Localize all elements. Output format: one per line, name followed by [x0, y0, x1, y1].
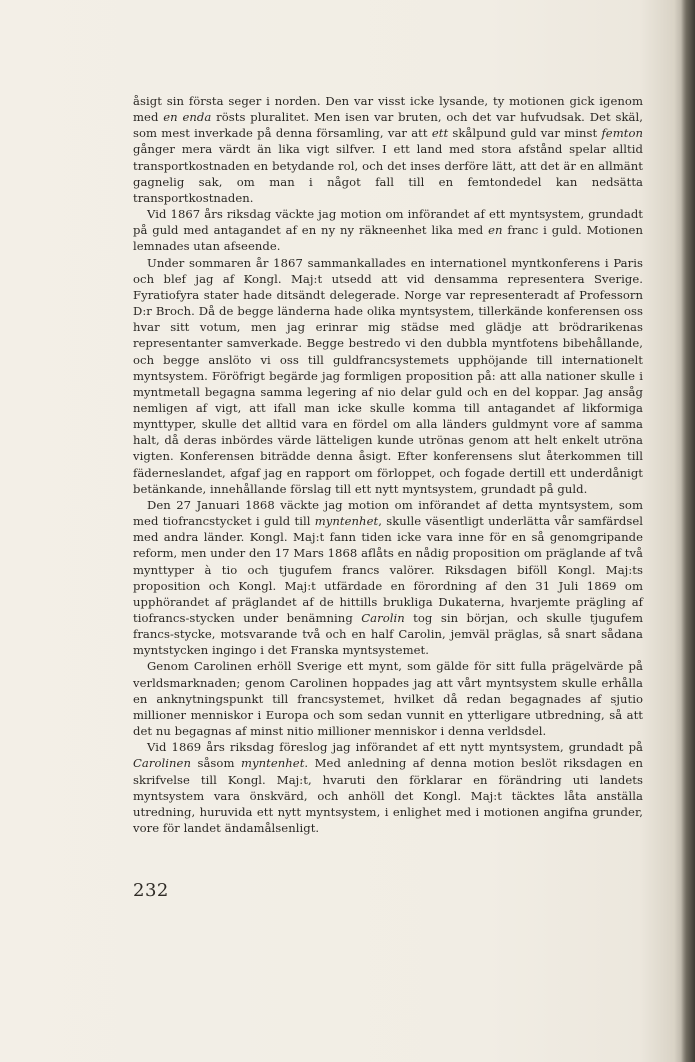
paragraph-4 [133, 497, 643, 659]
italic-phrase: myntenhet [240, 756, 305, 771]
paragraph-3 [133, 255, 643, 497]
text-run: tog sin början, och skulle tjugufem francs-stycke, motsvarande två och en half Carolin, jemväl präglas, så snart sådana myntstycken ingingo i det Franska myntsystemet. [133, 611, 643, 658]
page-number: 232 [133, 880, 169, 901]
italic-phrase: en [488, 223, 503, 238]
italic-phrase: Carolin [361, 611, 405, 625]
text-run: Under sommaren år 1867 sammankallades en internationel myntkonferens i Paris och blef jag af Kongl. Maj:t utsedd att vid densamma representera Sverige. Fyratiofyra stater hade ditsändt delegerade. Norge var representeradt af Professorn D:r Broch. Då de begge länderna hade olika myntsystem, tillerkände konferensen oss hvar sitt votum, men jag erinrar mig städse med glädje att brödrarikenas representanter samverkade. Begge bestredo vi den dubbla myntfotens bibehållande, och begge anslöto vi oss till guldfrancsystemets upphöjande till internationelt myntsystem. Föröfrigt begärde jag formligen proposition på: att alla nationer skulle i myntmetall begagna samma legering af nio delar guld och en del koppar. Jag ansåg nemligen af vigt, att ifall man icke skulle komma till antagandet af likformiga mynttyper, skulle det alltid vara en fördel om alla länders guldmynt vore af samma halt, då deras inbördes värde lätteligen kunde utrönas genom att helt enkelt utröna vigten. Konferensen biträdde denna åsigt. Efter konferensens slut återkommen till fäderneslandet, afgaf jag en rapport om förloppet, och fogade dertill ett underdånigt betänkande, innehållande förslag till ett nytt myntsystem, grundadt på guld. [133, 255, 643, 496]
text-run: Vid 1869 års riksdag föreslog jag införandet af ett nytt myntsystem, grundadt på [147, 740, 643, 755]
paragraph-1 [133, 93, 643, 206]
italic-phrase: myntenhet [314, 514, 379, 529]
text-run: gånger mera värdt än lika vigt silfver. I ett land med stora afstånd spelar alltid transportkostnaden en betydande rol, och det inses derföre lätt, att det är en allmänt gagnelig sak, om man i något fall till en femtondedel kan nedsätta transportkostnaden. [133, 142, 643, 205]
text-run: . Med anledning af denna motion beslöt riksdagen en skrifvelse till Kongl. Maj:t, hvaruti den förklarar en förändring uti landets myntsystem vara önskvärd, och anhöll det Kongl. Maj:t täcktes låta anställa utredning, huruvida ett nytt myntsystem, i enlighet med i motionen angifna grunder, vore för landet ändamålsenligt. [133, 756, 643, 836]
text-run: åsigt sin första seger i norden. Den var visst icke lysande, ty motionen gick igenom med [133, 94, 643, 125]
paragraph-5 [133, 658, 643, 739]
italic-phrase: Carolinen [133, 756, 191, 771]
paragraph-6 [133, 739, 643, 836]
text-run: Den 27 Januari 1868 väckte jag motion om införandet af detta myntsystem, som med tiofrancstycket i guld till [133, 497, 643, 529]
text-run: Genom Carolinen erhöll Sverige ett mynt, som gälde för sitt fulla prägelvärde på verldsmarknaden; genom Carolinen hoppades jag att vårt myntsystem skulle erhålla en anknytningspunkt till francsystemet, hvilket då redan begagnades af sjutio millioner menniskor i Europa och som sedan vunnit en ytterligare utbredning, så att det nu begagnas af minst nitio millioner menniskor i denna verldsdel. [133, 659, 643, 739]
text-run: , skulle väsentligt underlätta vår samfärdsel med andra länder. Kongl. Maj:t fann tiden icke vara inne för en så genomgripande reform, men under den 17 Mars 1868 aflåts en nådig proposition om präglande af två mynttyper à tio och tjugufem francs valörer. Riksdagen biföll Kongl. Maj:ts proposition och Kongl. Maj:t utfärdade en förordning af den 31 Juli 1869 om upphörandet af präglandet af de hittills brukliga Dukaterna, hvarjemte prägling af tiofrancs-stycken under benämning [133, 514, 643, 625]
text-run: rösts pluralitet. Men isen var bruten, och det var hufvudsak. Det skäl, som mest inverkade på denna församling, var att [133, 110, 644, 141]
text-run: franc i guld. Motionen lemnades utan afseende. [133, 223, 643, 254]
text-run: såsom [190, 756, 241, 771]
paragraph-2 [133, 206, 643, 254]
italic-phrase: ett [431, 126, 449, 141]
italic-phrase: femton [601, 126, 643, 141]
italic-phrase: en enda [163, 110, 212, 125]
text-run: skålpund guld var minst [448, 126, 602, 141]
page-edge-shadow [681, 0, 695, 1062]
text-run: Vid 1867 års riksdag väckte jag motion om införandet af ett myntsystem, grundadt på guld med antagandet af en ny ny räkneenhet lika med [133, 207, 643, 238]
body-text [133, 93, 643, 836]
